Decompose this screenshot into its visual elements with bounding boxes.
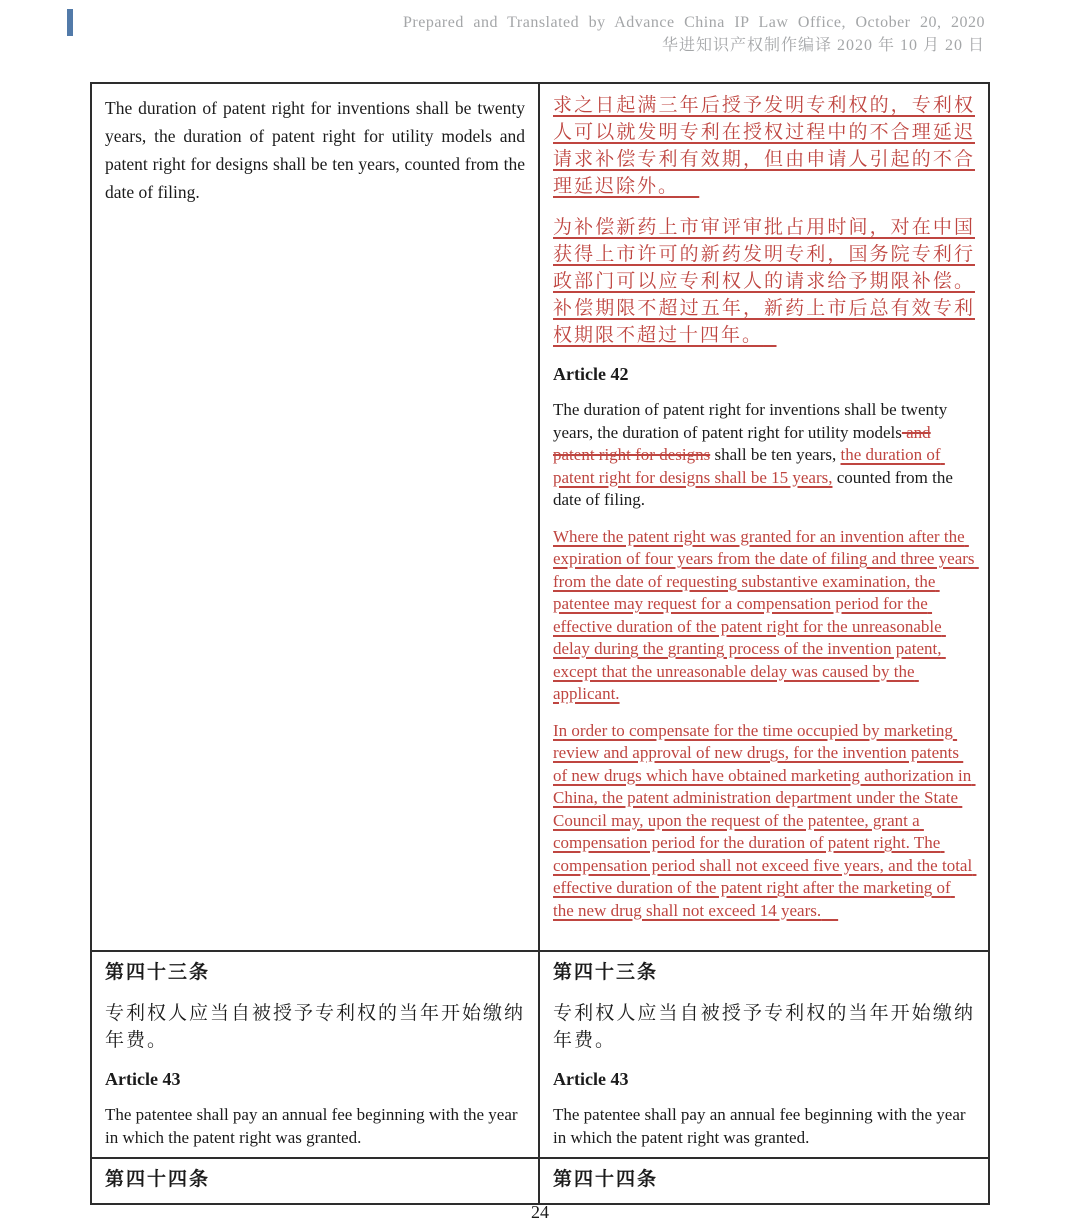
paragraph-inserted-chinese-2: 为补偿新药上市审评审批占用时间，对在中国获得上市许可的新药发明专利，国务院专利行政部门可以应专利权人的请求给予期限补偿。补偿期限不超过五年，新药上市后总有效专利权期限不超过十四年。: [553, 217, 975, 346]
cell-article44-left: [91, 1158, 539, 1204]
table-row-article43: [91, 951, 989, 1158]
article43-heading: Article 43: [553, 1069, 629, 1089]
page-header: [403, 11, 985, 57]
paragraph-article42-original-english: The duration of patent right for inventions shall be twenty years, the duration of patent right for utility models and patent right for designs shall be ten years, counted from the date of filing.: [105, 98, 525, 202]
paragraph-article43-english: The patentee shall pay an annual fee beginning with the year in which the patent right was granted.: [105, 1105, 518, 1147]
bilingual-comparison-table: [90, 82, 990, 1205]
cell-article42-left: [91, 83, 539, 951]
article44-chinese-heading: 第四十四条: [105, 1169, 211, 1190]
header-chinese-line: 华进知识产权制作编译 2020 年 10 月 20 日: [661, 37, 985, 54]
cell-article43-right: [539, 951, 989, 1158]
article43-chinese-heading: 第四十三条: [553, 962, 659, 983]
table-row-article42: [91, 83, 989, 951]
cell-article42-right: [539, 83, 989, 951]
cell-article43-left: [91, 951, 539, 1158]
paragraph-article43-chinese: 专利权人应当自被授予专利权的当年开始缴纳年费。: [105, 1003, 526, 1051]
article43-chinese-heading: 第四十三条: [105, 962, 211, 983]
cell-article44-right: [539, 1158, 989, 1204]
paragraph-article42-tracked-changes: The duration of patent right for inventions shall be twenty years, the duration of patent right for utility models and patent right for designs shall be ten years, the duration of patent right for designs shall be 15 years, counted from the date of filing.: [553, 400, 953, 509]
article43-heading: Article 43: [105, 1069, 181, 1089]
paragraph-inserted-english-2: In order to compensate for the time occupied by marketing review and approval of new drugs, for the invention patents of new drugs which have obtained marketing authorization in China, the patent administration department under the State Council may, upon the request of the patentee, grant a compensation period for the duration of patent right. The compensation period shall not exceed five years, and the total effective duration of the patent right after the marketing of the new drug shall not exceed 14 years.: [553, 720, 977, 920]
page-number: 24: [531, 1202, 549, 1219]
article44-chinese-heading: 第四十四条: [553, 1169, 659, 1190]
paragraph-article43-english: The patentee shall pay an annual fee beginning with the year in which the patent right was granted.: [553, 1105, 966, 1147]
paragraph-inserted-chinese-1: 求之日起满三年后授予发明专利权的，专利权人可以就发明专利在授权过程中的不合理延迟请求补偿专利有效期，但由申请人引起的不合理延迟除外。: [553, 95, 975, 197]
paragraph-article43-chinese: 专利权人应当自被授予专利权的当年开始缴纳年费。: [553, 1003, 975, 1051]
table-row-article44: [91, 1158, 989, 1204]
blue-accent-bar: [67, 9, 73, 36]
header-english-line: Prepared and Translated by Advance China IP Law Office, October 20, 2020: [403, 14, 985, 31]
article42-heading: Article 42: [553, 364, 629, 384]
paragraph-inserted-english-1: Where the patent right was granted for an invention after the expiration of four years from the date of filing and three years from the date of requesting substantive examination, the patentee may request for a compensation period for the effective duration of the patent right for the unreasonable delay during the granting process of the invention patent, except that the unreasonable delay was caused by the applicant.: [553, 526, 979, 703]
